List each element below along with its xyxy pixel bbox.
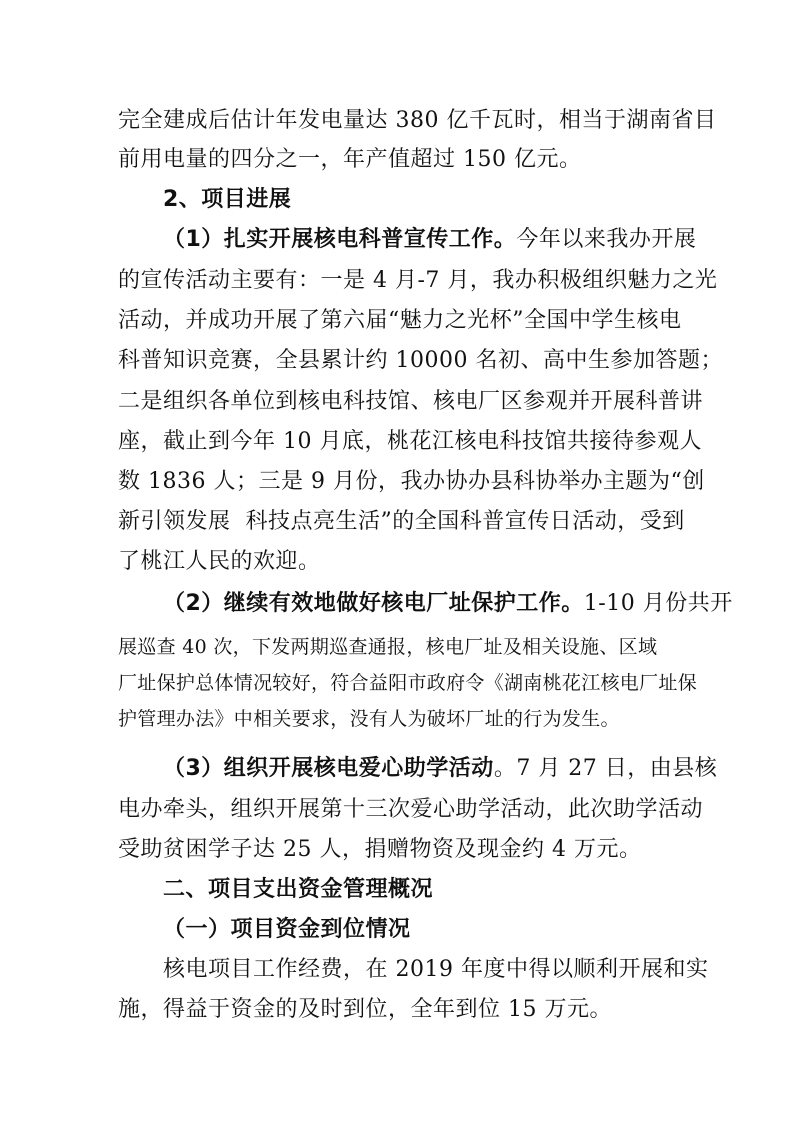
paragraph-lead-line: （1）扎实开展核电科普宣传工作。今年以来我办开展: [163, 227, 697, 252]
paragraph-lead-line: （2）继续有效地做好核电厂址保护工作。1-10 月份共开: [163, 591, 733, 616]
body-text-line: 科普知识竞赛，全县累计约 10000 名初、高中生参加答题；: [118, 348, 723, 373]
paragraph-bold-title: （3）组织开展核电爱心助学活动: [163, 756, 494, 781]
section-heading: 2、项目进展: [163, 187, 292, 212]
body-text-line: 新引领发展 科技点亮生活”的全国科普宣传日活动，受到: [118, 509, 685, 534]
body-text-line: 护管理办法》中相关要求，没有人为破坏厂址的行为发生。: [118, 708, 620, 730]
body-text-line: 电办牵头，组织开展第十三次爱心助学活动，此次助学活动: [118, 797, 704, 822]
body-text-line: 的宣传活动主要有：一是 4 月-7 月，我办积极组织魅力之光: [118, 268, 718, 293]
body-text-line: 前用电量的四分之一，年产值超过 150 亿元。: [118, 147, 582, 172]
body-text-line: 二是组织各单位到核电科技馆、核电厂区参观并开展科普讲: [118, 389, 704, 414]
paragraph-lead-line: （3）组织开展核电爱心助学活动。7 月 27 日，由县核: [163, 756, 718, 781]
subsection-heading: （一）项目资金到位情况: [163, 917, 411, 942]
body-text-line: 厂址保护总体情况较好，符合益阳市政府令《湖南桃花江核电厂址保: [118, 672, 698, 694]
body-text-line: 施，得益于资金的及时到位，全年到位 15 万元。: [118, 997, 612, 1022]
section-heading: 二、项目支出资金管理概况: [163, 877, 434, 902]
body-text-line: 核电项目工作经费，在 2019 年度中得以顺利开展和实: [163, 957, 709, 982]
body-text-line: 活动，并成功开展了第六届“魅力之光杯”全国中学生核电: [118, 308, 682, 333]
body-text-line: 受助贫困学子达 25 人，捐赠物资及现金约 4 万元。: [118, 837, 642, 862]
body-text-line: 座，截止到今年 10 月底，桃花江核电科技馆共接待参观人: [118, 429, 702, 454]
body-text-line: 完全建成后估计年发电量达 380 亿千瓦时，相当于湖南省目: [118, 108, 717, 133]
paragraph-bold-title: （1）扎实开展核电科普宣传工作。: [163, 227, 517, 252]
body-text-line: 了桃江人民的欢迎。: [118, 549, 321, 574]
body-text-line: 展巡查 40 次，下发两期巡查通报，核电厂址及相关设施、区域: [118, 636, 658, 658]
body-text-line: 数 1836 人；三是 9 月份，我办协办县科协举办主题为“创: [118, 469, 705, 494]
paragraph-bold-title: （2）继续有效地做好核电厂址保护工作。: [163, 591, 584, 616]
